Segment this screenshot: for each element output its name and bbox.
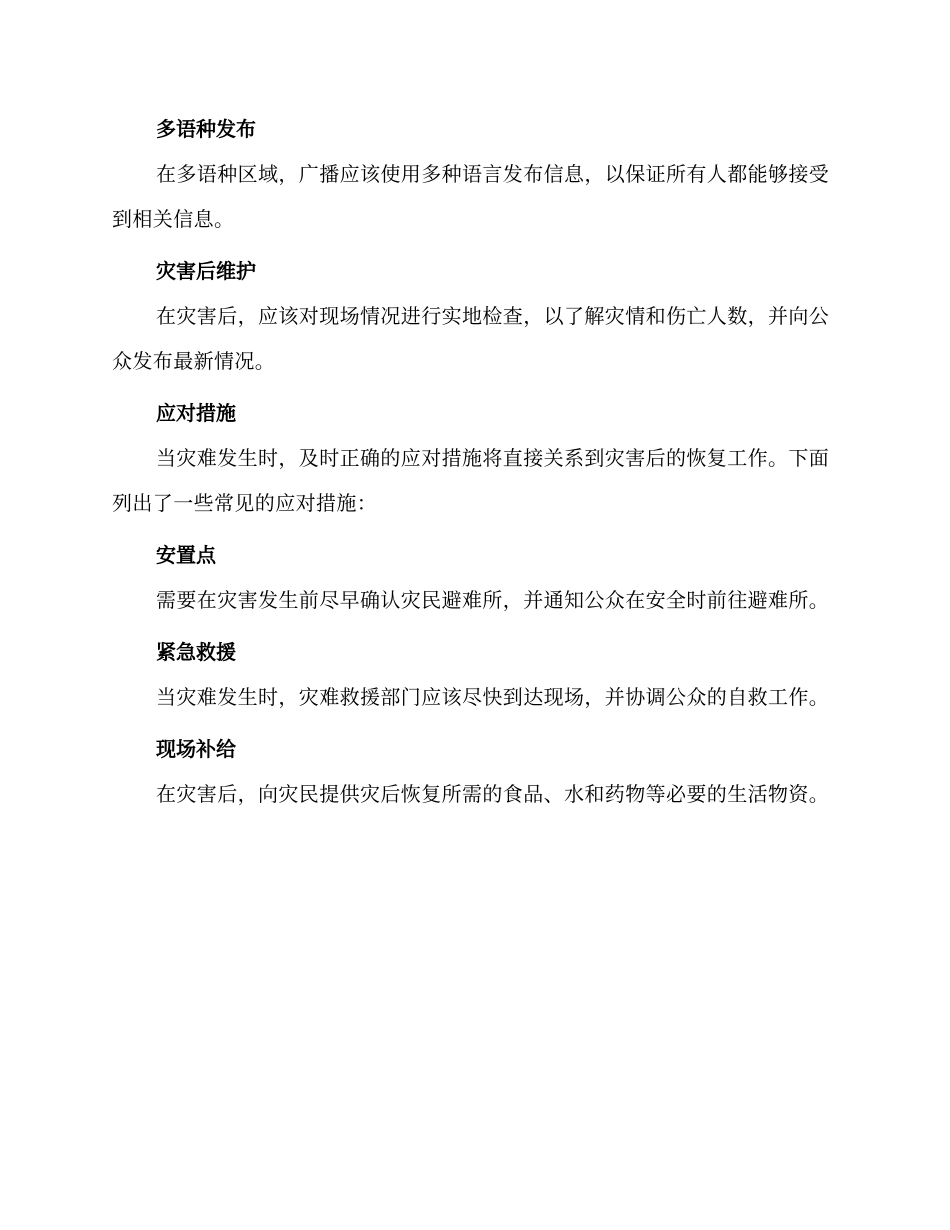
section-paragraph-response-measures: 当灾难发生时，及时正确的应对措施将直接关系到灾害后的恢复工作。下面列出了一些常见的应对措施：	[112, 446, 830, 515]
section-heading-response-measures: 应对措施	[156, 401, 236, 425]
section-heading-multilingual: 多语种发布	[156, 117, 256, 141]
section-paragraph-multilingual: 在多语种区域，广播应该使用多种语言发布信息，以保证所有人都能够接受到相关信息。	[112, 162, 830, 231]
section-paragraph-shelter: 需要在灾害发生前尽早确认灾民避难所，并通知公众在安全时前往避难所。	[156, 588, 830, 612]
section-heading-post-disaster-maintenance: 灾害后维护	[156, 259, 256, 283]
section-paragraph-post-disaster-maintenance: 在灾害后，应该对现场情况进行实地检查，以了解灾情和伤亡人数，并向公众发布最新情况。	[112, 304, 830, 373]
document-body	[112, 112, 832, 829]
section-heading-shelter: 安置点	[156, 543, 216, 567]
section-paragraph-emergency-rescue: 当灾难发生时，灾难救援部门应该尽快到达现场，并协调公众的自救工作。	[156, 685, 830, 709]
section-paragraph-onsite-supply: 在灾害后，向灾民提供灾后恢复所需的食品、水和药物等必要的生活物资。	[156, 782, 830, 806]
section-heading-onsite-supply: 现场补给	[156, 737, 236, 761]
section-heading-emergency-rescue: 紧急救援	[156, 640, 236, 664]
